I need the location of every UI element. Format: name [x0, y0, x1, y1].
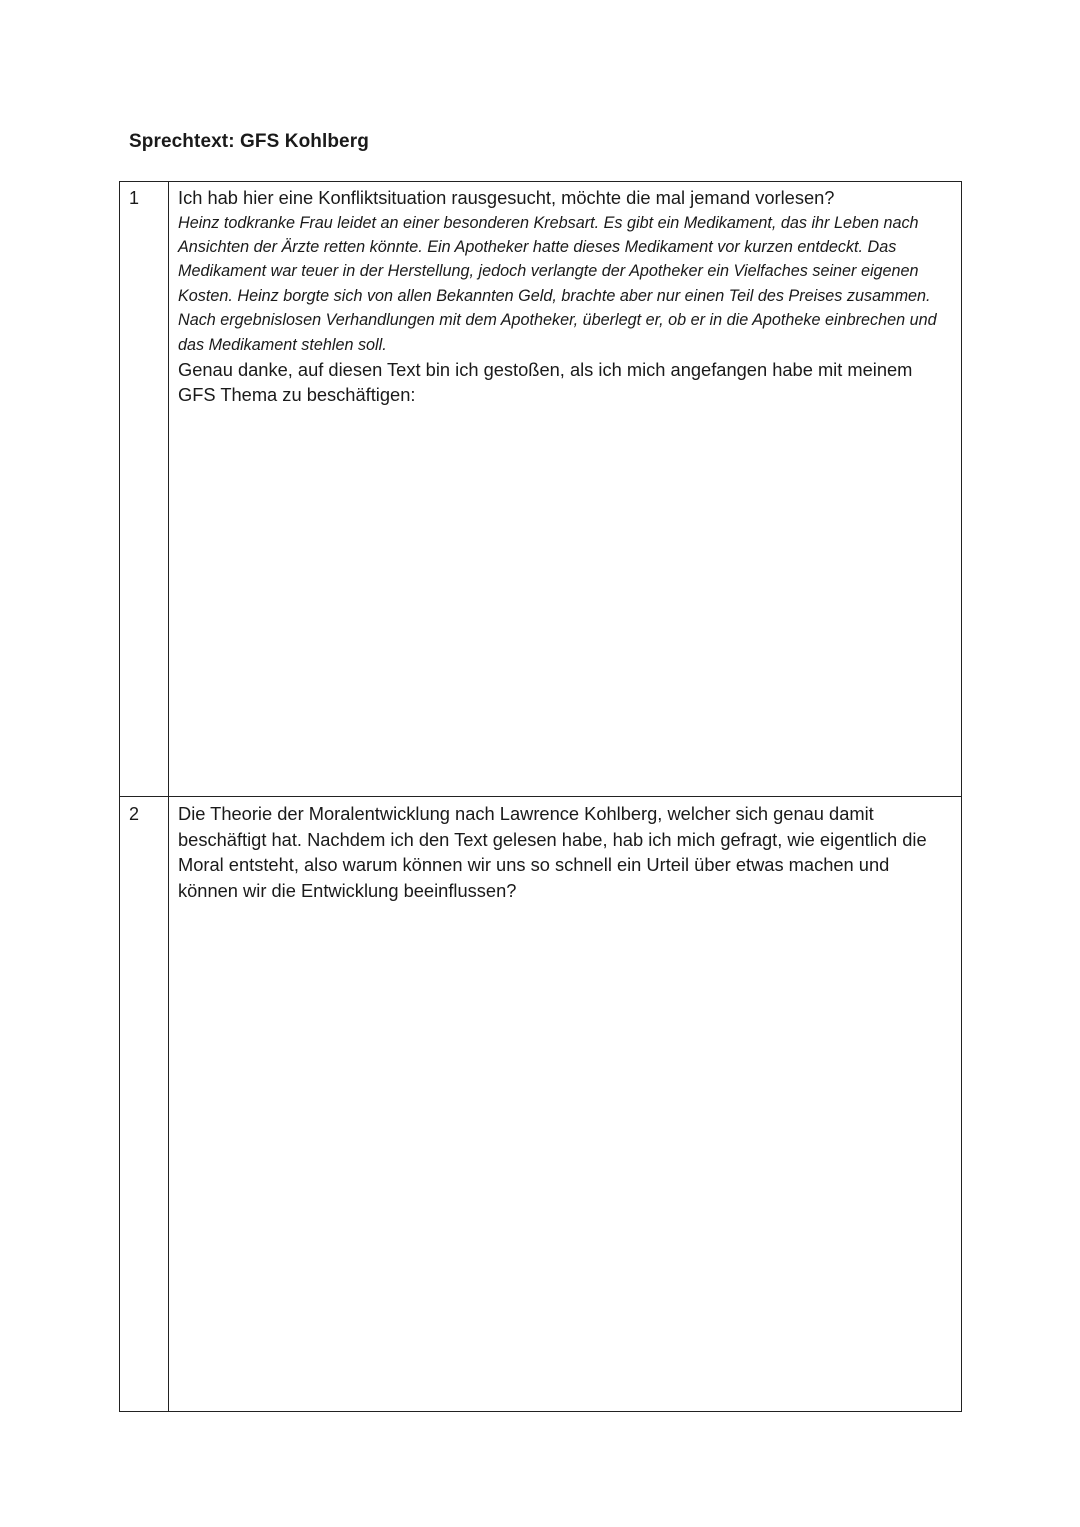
table-row	[120, 797, 962, 1412]
row-number: 2	[129, 804, 140, 824]
row-number: 1	[129, 188, 140, 208]
theory-text: Die Theorie der Moralentwicklung nach Lawrence Kohlberg, welcher sich genau damit beschäftigt hat. Nachdem ich den Text gelesen habe, hab ich mich gefragt, wie eigentlich die Moral entsteht, also warum können wir uns so schnell ein Urteil über etwas machen und können wir die Entwicklung beeinflussen?	[178, 803, 927, 901]
outro-text: Genau danke, auf diesen Text bin ich gestoßen, als ich mich angefangen habe mit meinem GFS Thema zu beschäftigen:	[178, 358, 913, 406]
dilemma-quote: Heinz todkranke Frau leidet an einer besonderen Krebsart. Es gibt ein Medikament, das ihr Leben nach Ansichten der Ärzte retten könnte. Ein Apotheker hatte dieses Medikament vor kurzen entdeckt. Das Medikament war teuer in der Herstellung, jedoch verlangte der Apotheker ein Vielfaches seiner eigenen Kosten. Heinz borgte sich von allen Bekannten Geld, brachte aber nur einen Teil des Preises zusammen. Nach ergebnislosen Verhandlungen mit dem Apotheker, überlegt er, ob er in die Apotheke einbrechen und das Medikament stehlen soll.	[178, 213, 937, 354]
row-number-cell	[120, 797, 169, 1412]
row-content-cell	[169, 182, 962, 797]
row-number-cell	[120, 182, 169, 797]
row-content-cell	[169, 797, 962, 1412]
speech-table	[119, 181, 962, 1412]
table-row	[120, 182, 962, 797]
document-title: Sprechtext: GFS Kohlberg	[129, 131, 369, 152]
intro-text: Ich hab hier eine Konfliktsituation rausgesucht, möchte die mal jemand vorlesen?	[178, 187, 835, 208]
